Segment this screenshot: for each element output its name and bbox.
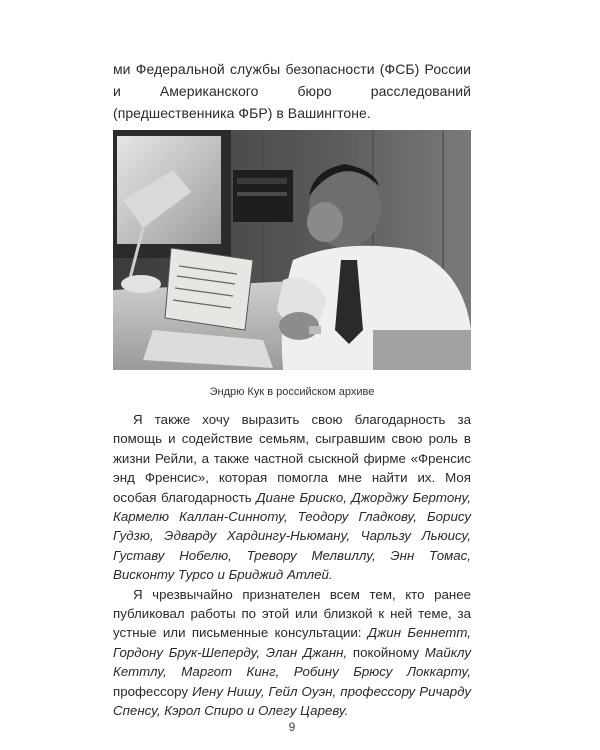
photo-caption: Эндрю Кук в российском архиве <box>209 386 375 398</box>
paragraph-text: профессору <box>113 683 193 699</box>
body-text <box>113 410 471 721</box>
paragraph-text: Я также хочу выразить свою благодарность за помощь и содействие семьям, сыгравшим свою роль в жизни Рейли, а также частной сыскной фирме «Френсис энд Френсис», которая помогла мне найти их. Моя особая благодарность <box>113 412 471 505</box>
names-list: Диане Бриско, Джорджу Бертону, Кармелю Каллан-Синноту, Теодору Гладкову, Борису Гудзю, Эдварду Хардингу-Ньюману, Чарльзу Льюису, Густаву Нобелю, Тревору Мелвиллу, Энн Томас, Висконту Турсо и Бриджид Атлей. <box>113 489 471 583</box>
archive-photo <box>113 130 471 370</box>
intro-paragraph: ми Федеральной службы безопасности (ФСБ) России и Американского бюро расследований (предшественника ФБР) в Вашингтоне. <box>113 61 471 121</box>
paragraph-acknowledgement-2 <box>113 585 471 721</box>
names-list: Майклу Кеттлу, Маргот Кинг, Робину Брюсу Локкарту, <box>113 644 471 680</box>
paragraph-text: Я чрезвычайно признателен всем тем, кто ранее публиковал работы по этой или близкой к ней теме, за устные или письменные консультации: <box>113 586 471 641</box>
paragraph-text: покойному <box>347 644 425 660</box>
names-list: Иену Нишу, Гейл Оуэн, профессору Ричарду Спенсу, Кэрол Спиро и Олегу Цареву. <box>113 683 471 719</box>
page-number: 9 <box>288 720 296 734</box>
book-page <box>113 58 471 734</box>
paragraph-acknowledgement-1 <box>113 410 471 585</box>
names-list: Джин Беннетт, Гордону Брук-Шеперду, Элан Джанн, <box>113 625 471 660</box>
